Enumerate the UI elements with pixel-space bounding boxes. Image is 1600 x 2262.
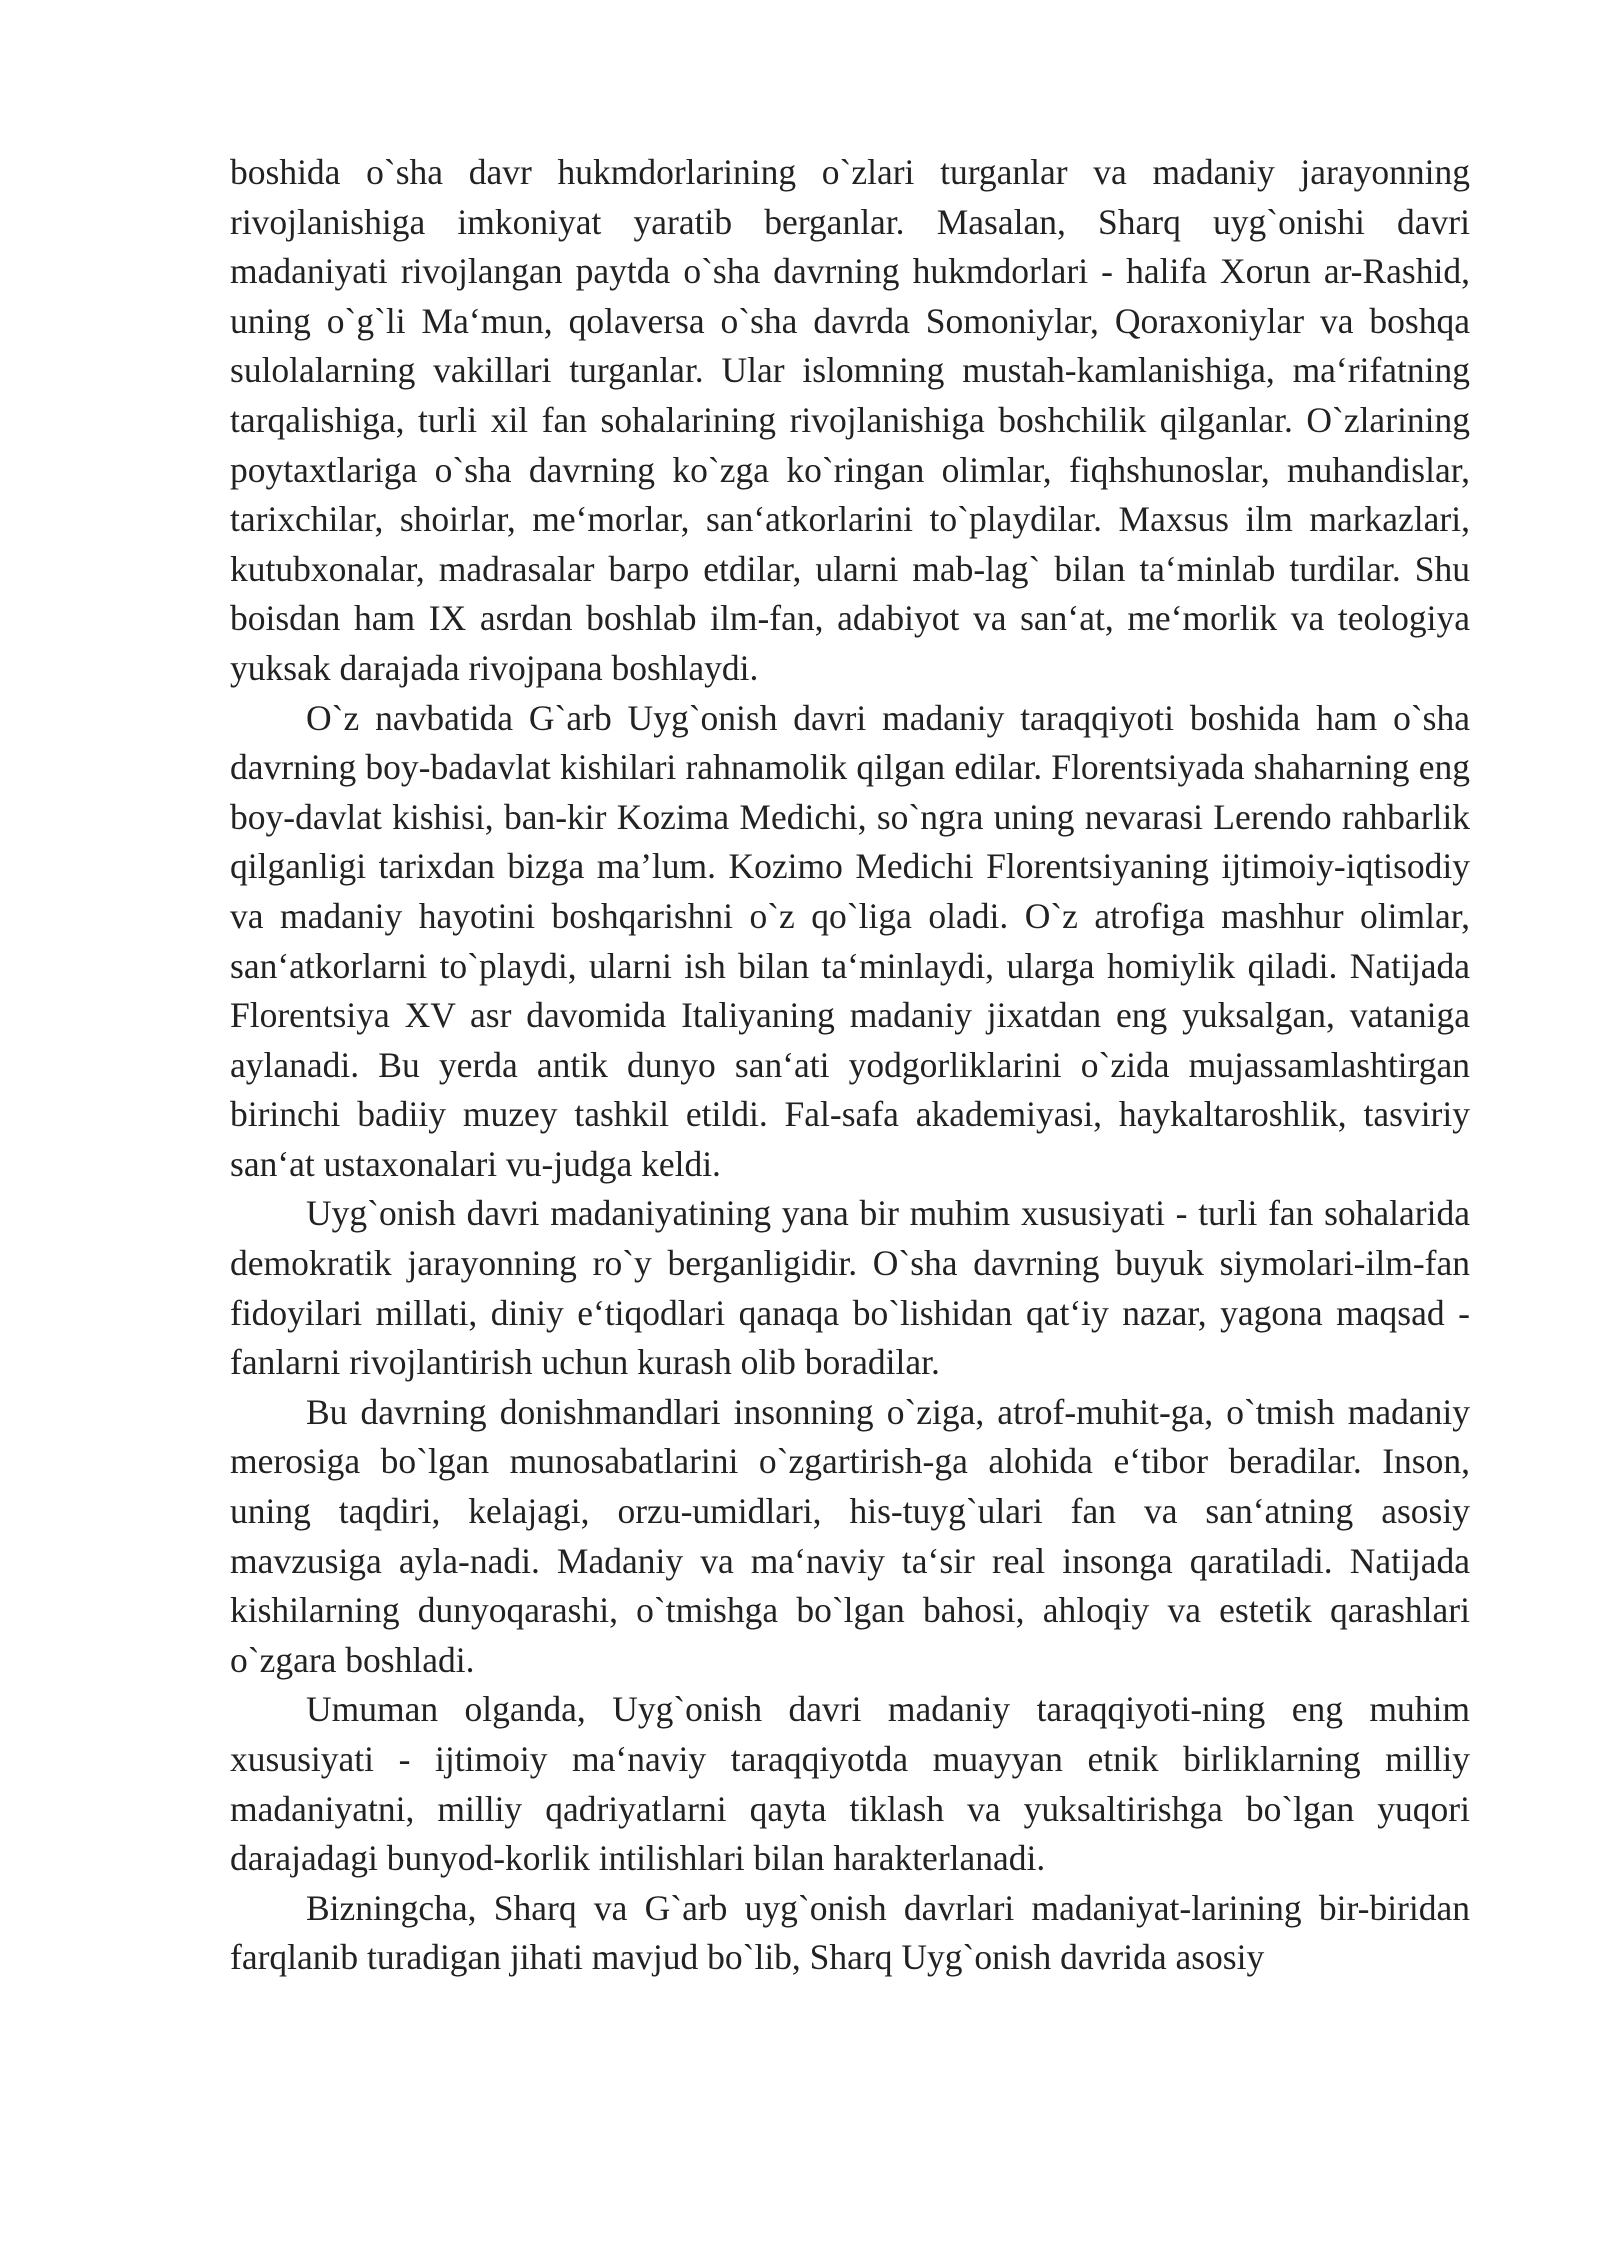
paragraph-6: Bizningcha, Sharq va G`arb uyg`onish davrlari madaniyat-larining bir-biridan farqlanib turadigan jihati mavjud bo`lib, Sharq Uyg`onish davrida asosiy [230,1887,1470,1978]
paragraph-1: boshida o`sha davr hukmdorlarining o`zlari turganlar va madaniy jarayonning rivojlanishiga imkoniyat yaratib berganlar. Masalan, Sharq uyg`onishi davri madaniyati rivojlangan paytda o`sha davrning hukmdorlari - halifa Xorun ar-Rashid, uning o`g`li Ma‘mun, qolaversa o`sha davrda Somoniylar, Qoraxoniylar va boshqa sulolalarning vakillari turganlar. Ular islomning mustah-kamlanishiga, ma‘rifatning tarqalishiga, turli xil fan sohalarining rivojlanishiga boshchilik qilganlar. O`zlarining poytaxtlariga o`sha davrning ko`zga ko`ringan olimlar, fiqhshunoslar, muhandislar, tarixchilar, shoirlar, me‘morlar, san‘atkorlarini to`playdilar. Maxsus ilm markazlari, kutubxonalar, madrasalar barpo etdilar, ularni mab-lag` bilan ta‘minlab turdilar. Shu boisdan ham IX asrdan boshlab ilm-fan, adabiyot va san‘at, me‘morlik va teologiya yuksak darajada rivojpana boshlaydi. [230,152,1470,688]
paragraph-2: O`z navbatida G`arb Uyg`onish davri madaniy taraqqiyoti boshida ham o`sha davrning boy-badavlat kishilari rahnamolik qilgan edilar. Florentsiyada shaharning eng boy-davlat kishisi, ban-kir Kozima Medichi, so`ngra uning nevarasi Lerendo rahbarlik qilganligi tarixdan bizga ma’lum. Kozimo Medichi Florentsiyaning ijtimoiy-iqtisodiy va madaniy hayotini boshqarishni o`z qo`liga oladi. O`z atrofiga mashhur olimlar, san‘atkorlarni to`playdi, ularni ish bilan ta‘minlaydi, ularga homiylik qiladi. Natijada Florentsiya XV asr davomida Italiyaning madaniy jixatdan eng yuksalgan, vataniga aylanadi. Bu yerda antik dunyo san‘ati yodgorliklarini o`zida mujassamlashtirgan birinchi badiiy muzey tashkil etildi. Fal-safa akademiyasi, haykaltaroshlik, tasviriy san‘at ustaxonalari vu-judga keldi. [230,697,1470,1184]
paragraph-3: Uyg`onish davri madaniyatining yana bir muhim xususiyati - turli fan sohalarida demokratik jarayonning ro`y berganligidir. O`sha davrning buyuk siymolari-ilm-fan fidoyilari millati, diniy e‘tiqodlari qanaqa bo`lishidan qat‘iy nazar, yagona maqsad -fanlarni rivojlantirish uchun kurash olib boradilar. [230,1193,1470,1383]
paragraph-4: Bu davrning donishmandlari insonning o`ziga, atrof-muhit-ga, o`tmish madaniy merosiga bo`lgan munosabatlarini o`zgartirish-ga alohida e‘tibor beradilar. Inson, uning taqdiri, kelajagi, orzu-umidlari, his-tuyg`ulari fan va san‘atning asosiy mavzusiga ayla-nadi. Madaniy va ma‘naviy ta‘sir real insonga qaratiladi. Natijada kishilarning dunyoqarashi, o`tmishga bo`lgan bahosi, ahloqiy va estetik qarashlari o`zgara boshladi. [230,1391,1470,1680]
body-text [230,148,1470,1983]
paragraph-5: Umuman olganda, Uyg`onish davri madaniy taraqqiyoti-ning eng muhim xususiyati - ijtimoiy ma‘naviy taraqqiyotda muayyan etnik birliklarning milliy madaniyatni, milliy qadriyatlarni qayta tiklash va yuksaltirishga bo`lgan yuqori darajadagi bunyod-korlik intilishlari bilan harakterlanadi. [230,1689,1470,1879]
